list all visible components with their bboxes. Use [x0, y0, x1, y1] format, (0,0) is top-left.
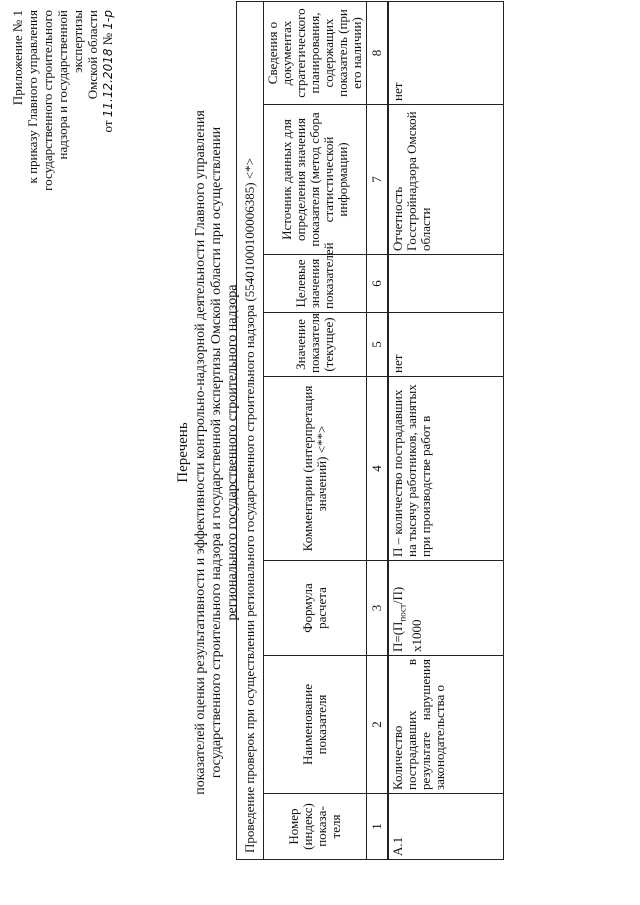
formula-cell [388, 561, 504, 656]
column-number: 8 [367, 2, 389, 105]
title-line: показателей оценки результативности и эффективности контрольно-надзорной деятельности Главного управления [193, 110, 208, 795]
header-cell: Источник данных для определения значения показателя (метод сбора статистической информации) [264, 105, 367, 255]
header-cell: Формула расчета [264, 561, 367, 656]
column-number: 7 [367, 105, 389, 255]
formula-prefix: П=(П [390, 621, 405, 652]
header-cell: Значение показателя (текущее) [264, 313, 367, 377]
indicator-name-cell: Количество пострадавших в результате нарушения законодательства о [388, 656, 504, 794]
index-cell: А.1 [388, 794, 504, 860]
appendix-date-line [100, 10, 116, 195]
section-title: Проведение проверок при осуществлении регионального государственного строительного надзора (55401000100006385) <*> [237, 2, 264, 860]
column-number: 3 [367, 561, 389, 656]
target-value-cell [388, 255, 504, 313]
column-number: 4 [367, 377, 389, 561]
formula-subscript: пост [397, 604, 408, 622]
number-prefix: № [100, 32, 115, 46]
handwritten-date: 11.12.2018 [101, 48, 115, 118]
header-row [264, 2, 367, 860]
header-cell: Наименование показателя [264, 656, 367, 794]
header-cell: Номер (индекс) показа-теля [264, 794, 367, 860]
column-number: 6 [367, 255, 389, 313]
appendix-block [10, 10, 116, 195]
title-line: государственного строительного надзора и государственной экспертизы Омской области при осуществлении [209, 126, 224, 779]
column-number: 1 [367, 794, 389, 860]
title-heading: Перечень [175, 422, 191, 483]
column-number: 5 [367, 313, 389, 377]
handwritten-number: 1-р [101, 10, 115, 30]
header-cell: Комментарии (интерпретация значений) <**> [264, 377, 367, 561]
current-value-cell: нет [388, 313, 504, 377]
date-prefix: от [100, 120, 115, 133]
column-number-row [367, 2, 389, 860]
indicators-table [236, 1, 504, 860]
appendix-line: Омской области [85, 10, 100, 100]
column-number: 2 [367, 656, 389, 794]
appendix-line: надзора и государственной экспертизы [55, 10, 85, 160]
appendix-line: Приложение № 1 [10, 10, 25, 106]
data-source-cell: Отчетность Госстройнадзора Омской области [388, 105, 504, 255]
header-cell: Сведения о документах стратегического планирования, содержащих показатель (при его наличии) [264, 2, 367, 105]
documents-cell: нет [388, 2, 504, 105]
formula-suffix: /П) х1000 [390, 586, 424, 652]
appendix-line: к приказу Главного управления [25, 10, 40, 184]
header-cell: Целевые значения показателей [264, 255, 367, 313]
appendix-line: государственного строительного [40, 10, 55, 191]
section-row [237, 2, 264, 860]
table-row [388, 2, 504, 860]
comment-cell: П – количество пострадавших на тысячу работников, занятых при производстве работ в [388, 377, 504, 561]
document-title [175, 10, 241, 895]
title-line: регионального государственного строительного надзора [225, 284, 240, 621]
